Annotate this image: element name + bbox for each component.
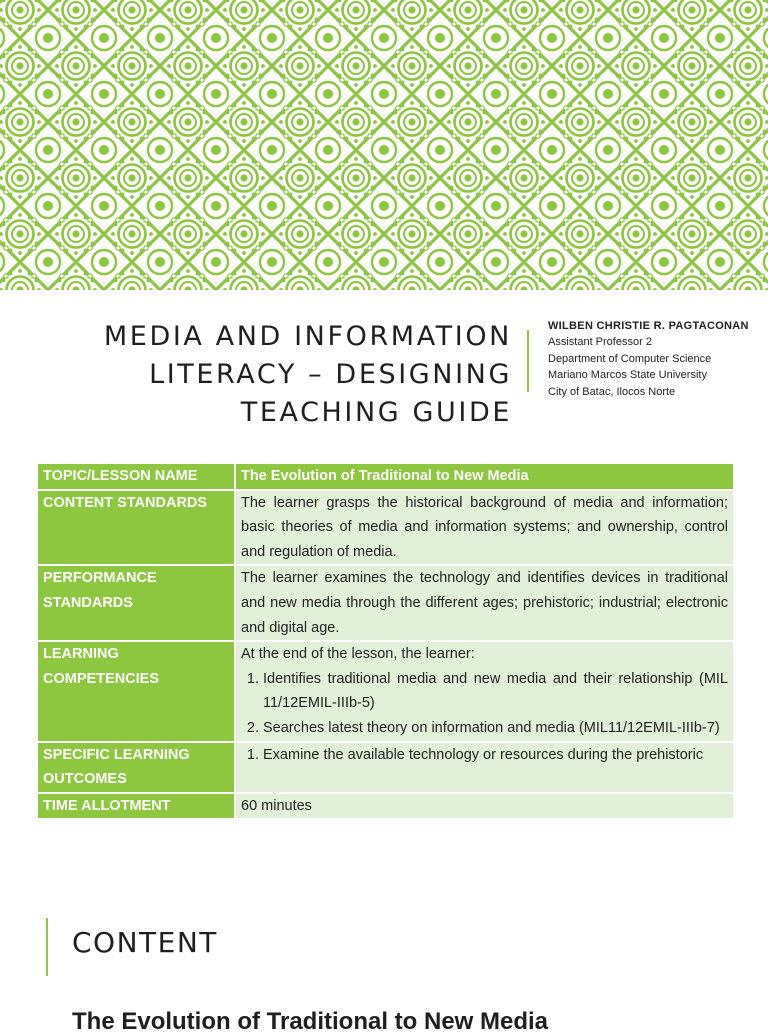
competency-code: (MIL 11/12EMIL-IIIb-5) [263,670,728,712]
content-subheading: The Evolution of Traditional to New Media [72,1008,549,1035]
list-item [263,716,728,741]
author-department: Department of Computer Science [548,352,712,365]
teaching-guide-table [38,464,733,820]
decorative-pattern-banner [0,0,768,290]
content-standards-value: The learner grasps the historical background of media and information; basic theories of media and information systems; and ownership, control and regulation of media. [235,490,733,566]
list-item: 1. Examine the available technology or resources during the prehistoric [263,743,728,768]
performance-standards-label: PERFORMANCE STANDARDS [38,565,235,641]
author-name: WILBEN CHRISTIE R. PAGTACONAN [548,320,749,332]
table-row [38,490,733,566]
specific-outcomes-label: SPECIFIC LEARNING OUTCOMES [38,742,235,793]
table-row [38,793,733,820]
competency-text: Identifies traditional media and new media and their relationship [263,670,699,687]
table-row [38,742,733,793]
table-row [38,565,733,641]
performance-standards-value: The learner examines the technology and identifies devices in traditional and new media through the different ages; prehistoric; industrial; electronic and digital age. [235,565,733,641]
list-item [263,667,728,716]
competency-text: Searches latest theory on information and media [263,719,579,736]
time-allotment-value: 60 minutes [235,793,733,820]
specific-outcomes-value [235,742,733,793]
competency-code: (MIL11/12EMIL-IIIb-7) [578,719,720,736]
learning-competencies-value [235,641,733,741]
competencies-intro: At the end of the lesson, the learner: [241,646,475,663]
content-heading: CONTENT [72,926,218,959]
title-divider [527,330,529,392]
topic-value: The Evolution of Traditional to New Media [235,464,733,490]
author-university: Mariano Marcos State University [548,369,707,382]
author-block [548,318,749,400]
outcomes-list [241,743,728,768]
content-standards-label: CONTENT STANDARDS [38,490,235,566]
author-location: City of Batac, Ilocos Norte [548,385,676,398]
learning-competencies-label: LEARNING COMPETENCIES [38,641,235,741]
page-title: MEDIA AND INFORMATION LITERACY – DESIGNING TEACHING GUIDE [103,321,512,428]
time-allotment-label: TIME ALLOTMENT [38,793,235,820]
topic-label: TOPIC/LESSON NAME [38,464,235,490]
author-position: Assistant Professor 2 [548,336,652,349]
content-accent-bar [46,918,48,976]
table-row [38,641,733,741]
table-row [38,464,733,490]
competencies-list [241,667,728,741]
